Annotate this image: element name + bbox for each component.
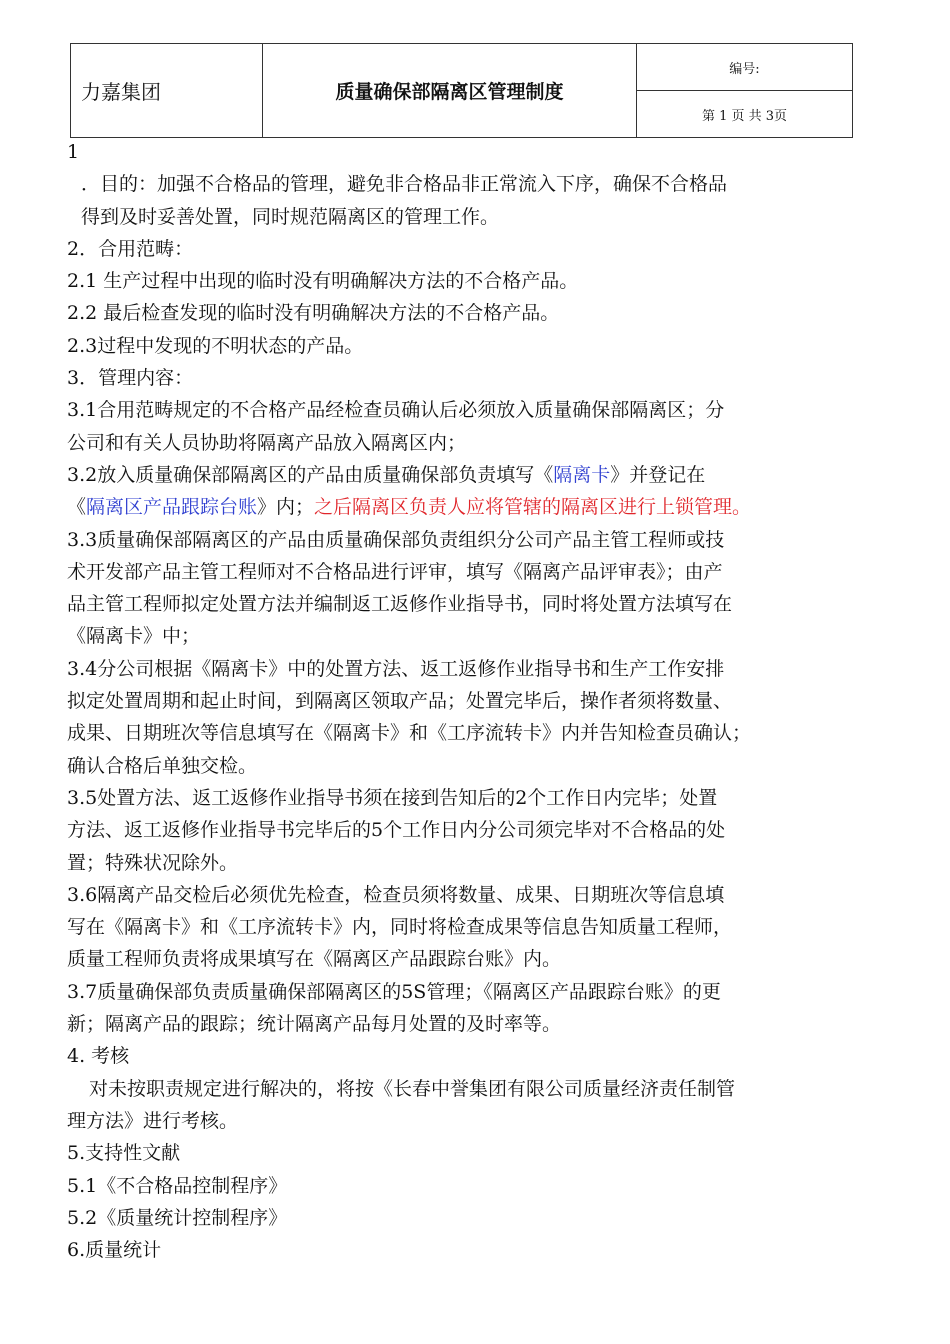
body-line: 确认合格后单独交检。 bbox=[67, 754, 258, 777]
body-line: 3.7质量确保部负责质量确保部隔离区的5S管理；《隔离区产品跟踪台账》的更 bbox=[67, 980, 721, 1003]
body-line: 理方法》进行考核。 bbox=[67, 1109, 239, 1132]
document-number-label: 编号: bbox=[637, 44, 853, 91]
body-line: 1 bbox=[67, 141, 80, 163]
body-line: 3.5处置方法、返工返修作业指导书须在接到告知后的2个工作日内完毕；处置 bbox=[67, 786, 718, 809]
body-line: 公司和有关人员协助将隔离产品放入隔离区内； bbox=[67, 431, 467, 454]
body-line: 成果、日期班次等信息填写在《隔离卡》和《工序流转卡》内并告知检查员确认； bbox=[67, 722, 752, 745]
body-line: 3.6隔离产品交检后必须优先检查，检查员须将数量、成果、日期班次等信息填 bbox=[67, 883, 725, 906]
section-heading: 4. 考核 bbox=[67, 1045, 130, 1068]
body-line: 品主管工程师拟定处置方法并编制返工返修作业指导书，同时将处置方法填写在 bbox=[67, 593, 733, 616]
body-line bbox=[67, 459, 867, 491]
document-body bbox=[67, 136, 867, 1266]
body-text: 》内； bbox=[257, 496, 315, 519]
body-line: 5.1《不合格品控制程序》 bbox=[67, 1174, 288, 1197]
section-heading: 5.支持性文献 bbox=[67, 1142, 181, 1165]
body-line: 写在《隔离卡》和《工序流转卡》内，同时将检查成果等信息告知质量工程师， bbox=[67, 916, 733, 939]
body-line: 5.2《质量统计控制程序》 bbox=[67, 1206, 288, 1229]
body-line: 3.4分公司根据《隔离卡》中的处置方法、返工返修作业指导书和生产工作安排 bbox=[67, 657, 725, 680]
body-line: 2.3过程中发现的不明状态的产品。 bbox=[67, 334, 364, 357]
body-line: ．目的：加强不合格品的管理，避免非合格品非正常流入下序，确保不合格品 bbox=[81, 173, 728, 196]
body-line: 2.2 最后检查发现的临时没有明确解决方法的不合格产品。 bbox=[67, 302, 560, 325]
section-heading: 6.质量统计 bbox=[67, 1239, 162, 1262]
body-line: 质量工程师负责将成果填写在《隔离区产品跟踪台账》内。 bbox=[67, 948, 562, 971]
body-line: 方法、返工返修作业指导书完毕后的5个工作日内分公司须完毕对不合格品的处 bbox=[67, 819, 726, 842]
lock-management-note: 之后隔离区负责人应将管辖的隔离区进行上锁管理。 bbox=[314, 496, 752, 519]
body-line bbox=[67, 491, 867, 523]
section-heading: 2．合用范畴： bbox=[67, 237, 194, 260]
document-header bbox=[70, 43, 853, 138]
body-line: 得到及时妥善处置，同时规范隔离区的管理工作。 bbox=[81, 205, 500, 228]
page-info: 第 1 页 共 3页 bbox=[637, 91, 853, 138]
body-line: 术开发部产品主管工程师对不合格品进行评审，填写《隔离产品评审表》；由产 bbox=[67, 560, 723, 583]
body-line: 对未按职责规定进行解决的，将按《长春中誉集团有限公司质量经济责任制管 bbox=[89, 1077, 736, 1100]
body-line: 拟定处置周期和起止时间，到隔离区领取产品；处置完毕后，操作者须将数量、 bbox=[67, 690, 733, 713]
body-line: 3.1合用范畴规定的不合格产品经检查员确认后必须放入质量确保部隔离区；分 bbox=[67, 399, 725, 422]
body-line: 3.3质量确保部隔离区的产品由质量确保部负责组织分公司产品主管工程师或技 bbox=[67, 528, 725, 551]
isolation-card-reference: 隔离卡 bbox=[553, 463, 611, 486]
body-text: 》并登记在 bbox=[610, 463, 706, 486]
body-text: 3.2放入质量确保部隔离区的产品由质量确保部负责填写《 bbox=[67, 463, 554, 486]
section-heading: 3．管理内容： bbox=[67, 367, 194, 390]
body-text: 《 bbox=[67, 496, 87, 519]
body-line: 置；特殊状况除外。 bbox=[67, 851, 239, 874]
body-line: 2.1 生产过程中出现的临时没有明确解决方法的不合格产品。 bbox=[67, 270, 579, 293]
tracking-ledger-reference: 隔离区产品跟踪台账 bbox=[86, 496, 258, 519]
document-title: 质量确保部隔离区管理制度 bbox=[263, 44, 637, 138]
company-name: 力嘉集团 bbox=[71, 44, 263, 138]
body-line: 新；隔离产品的跟踪；统计隔离产品每月处置的及时率等。 bbox=[67, 1013, 562, 1036]
body-line: 《隔离卡》中； bbox=[67, 625, 201, 648]
